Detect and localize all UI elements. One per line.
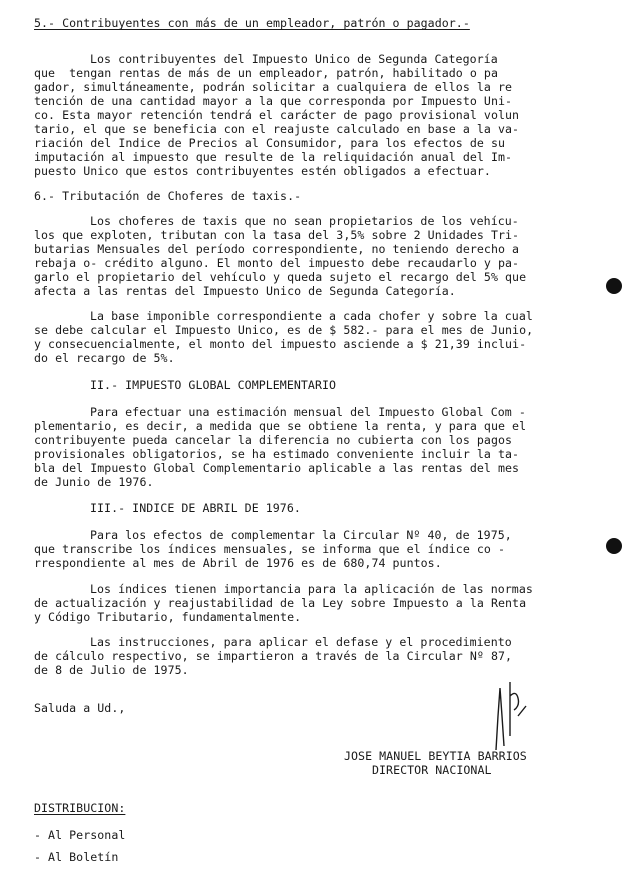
section-3-heading: III.- INDICE DE ABRIL DE 1976.	[90, 501, 301, 515]
section-3-line: Las instrucciones, para aplicar el defase y el procedimiento	[90, 635, 512, 649]
punch-hole	[606, 538, 622, 554]
section-2-line: bla del Impuesto Global Complementario aplicable a las rentas del mes	[34, 461, 520, 475]
section-5-line: riación del Indice de Precios al Consumidor, para los efectos de su	[34, 136, 506, 150]
section-5-line: gador, simultáneamente, podrán solicitar a cualquiera de ellos la re	[34, 80, 513, 94]
section-5-line: tario, el que se beneficia con el reajuste calculado en base a la va-	[34, 122, 520, 136]
section-3-line: que transcribe los índices mensuales, se informa que el índice co -	[34, 542, 506, 556]
signer-title: DIRECTOR NACIONAL	[372, 763, 492, 777]
section-5-heading: 5.- Contribuyentes con más de un empleador, patrón o pagador.-	[34, 16, 470, 30]
signer-name: JOSE MANUEL BEYTIA BARRIOS	[344, 749, 527, 763]
section-5-line: tención de una cantidad mayor a la que corresponda por Impuesto Uni-	[34, 94, 513, 108]
section-6-heading: 6.- Tributación de Choferes de taxis.-	[34, 189, 302, 203]
section-6-line: se debe calcular el Impuesto Unico, es de $ 582.- para el mes de Junio,	[34, 323, 534, 337]
distribution-item: - Al Boletín	[34, 850, 119, 864]
section-3-line: rrespondiente al mes de Abril de 1976 es de 680,74 puntos.	[34, 556, 442, 570]
section-6-line: La base imponible correspondiente a cada chofer y sobre la cual	[90, 309, 533, 323]
distribution-heading: DISTRIBUCION:	[34, 801, 126, 815]
section-2-line: plementario, es decir, a medida que se obtiene la renta, y para que el	[34, 419, 527, 433]
section-5-line: imputación al impuesto que resulte de la reliquidación anual del Im-	[34, 150, 513, 164]
punch-hole	[606, 278, 622, 294]
section-3-line: Los índices tienen importancia para la aplicación de las normas	[90, 582, 533, 596]
section-3-line: de cálculo respectivo, se impartieron a través de la Circular Nº 87,	[34, 649, 513, 663]
section-2-line: provisionales obligatorios, se ha estimado conveniente incluir la ta-	[34, 447, 520, 461]
section-6-line: butarias Mensuales del período correspondiente, no teniendo derecho a	[34, 242, 520, 256]
section-2-line: Para efectuar una estimación mensual del Impuesto Global Com -	[90, 405, 526, 419]
distribution-item: - Al Personal	[34, 828, 126, 842]
section-3-line: Para los efectos de complementar la Circular Nº 40, de 1975,	[90, 528, 512, 542]
section-6-line: rebaja o- crédito alguno. El monto del impuesto debe recaudarlo y pa-	[34, 256, 520, 270]
section-2-line: de Junio de 1976.	[34, 475, 154, 489]
section-3-line: y Código Tributario, fundamentalmente.	[34, 610, 302, 624]
section-6-line: garlo el propietario del vehículo y queda sujeto el recargo del 5% que	[34, 270, 527, 284]
section-6-line: do el recargo de 5%.	[34, 351, 175, 365]
section-6-line: Los choferes de taxis que no sean propietarios de los vehícu-	[90, 214, 519, 228]
salutation: Saluda a Ud.,	[34, 701, 126, 715]
section-3-line: de actualización y reajustabilidad de la Ley sobre Impuesto a la Renta	[34, 596, 527, 610]
section-3-line: de 8 de Julio de 1975.	[34, 663, 189, 677]
section-6-line: los que exploten, tributan con la tasa del 3,5% sobre 2 Unidades Tri-	[34, 228, 520, 242]
section-5-line: puesto Unico que estos contribuyentes estén obligados a efectuar.	[34, 164, 491, 178]
handwritten-signature	[486, 676, 532, 756]
section-5-line: que tengan rentas de más de un empleador, patrón, habilitado o pa	[34, 66, 498, 80]
section-5-line: Los contribuyentes del Impuesto Unico de Segunda Categoría	[90, 52, 498, 66]
section-2-heading: II.- IMPUESTO GLOBAL COMPLEMENTARIO	[90, 378, 337, 392]
section-6-line: y consecuencialmente, el monto del impuesto asciende a $ 21,39 inclui-	[34, 337, 527, 351]
section-6-line: afecta a las rentas del Impuesto Unico de Segunda Categoría.	[34, 284, 456, 298]
section-2-line: contribuyente pueda cancelar la diferencia no cubierta con los pagos	[34, 433, 513, 447]
section-5-line: co. Esta mayor retención tendrá el carácter de pago provisional volun	[34, 108, 520, 122]
